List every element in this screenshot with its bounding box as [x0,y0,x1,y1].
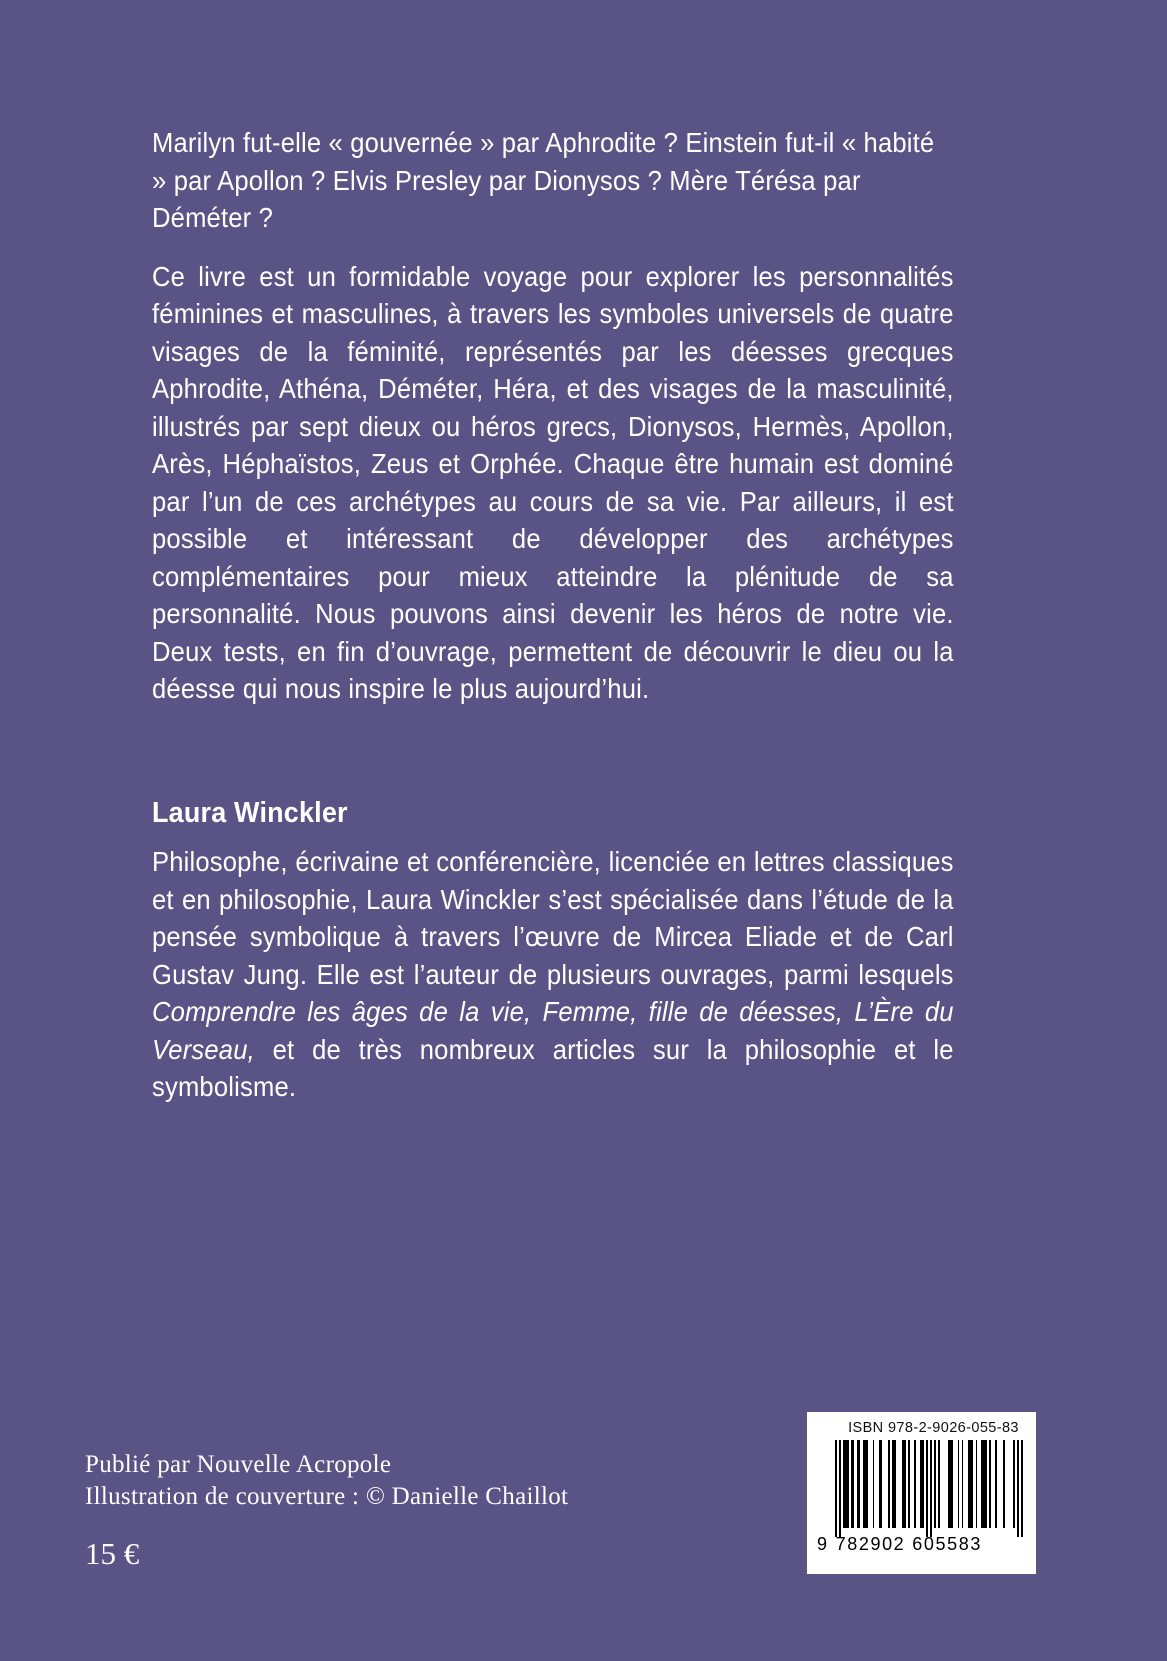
isbn-barcode-box [807,1412,1036,1574]
footer-section [85,1449,645,1573]
ean-lead-digit: 9 [817,1534,829,1554]
ean-digits [817,1534,1029,1555]
author-name: Laura Winckler [152,797,348,829]
blurb-main-paragraph: Ce livre est un formidable voyage pour explorer les personnalités féminines et masculines, à travers les symboles universels de quatre visages de la féminité, représentés par les déesses grecques Aphrodite, Athéna, Déméter, Héra, et des visages de la masculinité, illustrés par sept dieux ou héros grecs, Dionysos, Hermès, Apollon, Arès, Héphaïstos, Zeus et Orphée. Chaque être humain est dominé par l’un de ces archétypes au cours de sa vie. Par ailleurs, il est possible et intéressant de développer des archétypes complémentaires pour mieux atteindre la plénitude de sa personnalité. Nous pouvons ainsi devenir les héros de notre vie. Deux tests, en fin d’ouvrage, permettent de découvrir le dieu ou la déesse qui nous inspire le plus aujourd’hui. [152,260,954,704]
author-bio [152,843,954,1106]
barcode-bars [835,1440,1023,1528]
illustration-credit-line: Illustration de couverture : © Danielle Chaillot [85,1483,569,1510]
ean-group-two: 605583 [912,1534,982,1554]
author-bio-part-one: Philosophe, écrivaine et conférencière, licenciée en lettres classiques et en philosophie, Laura Winckler s’est spécialisée dans l’étude de la pensée symbolique à travers l’œuvre de Mircea Eliade et de Carl Gustav Jung. Elle est l’auteur de plusieurs ouvrages, parmi lesquels [152,846,954,990]
blurb-section [152,124,954,708]
price-label: 15 € [85,1536,140,1571]
publisher-line: Publié par Nouvelle Acropole [85,1451,392,1478]
ean-group-one: 782902 [835,1534,906,1554]
blurb-lead-paragraph: Marilyn fut-elle « gouvernée » par Aphrodite ? Einstein fut-il « habité » par Apollon ? Elvis Presley par Dionysos ? Mère Térésa par Déméter ? [152,127,935,233]
author-book-titles: Comprendre les âges de la vie, Femme, fille de déesses, L’Ère du Verseau, [152,996,954,1065]
author-bio-part-two: et de très nombreux articles sur la philosophie et le symbolisme. [152,1033,954,1102]
author-section [152,795,954,1106]
isbn-label: ISBN 978-2-9026-055-83 [848,1420,1019,1436]
